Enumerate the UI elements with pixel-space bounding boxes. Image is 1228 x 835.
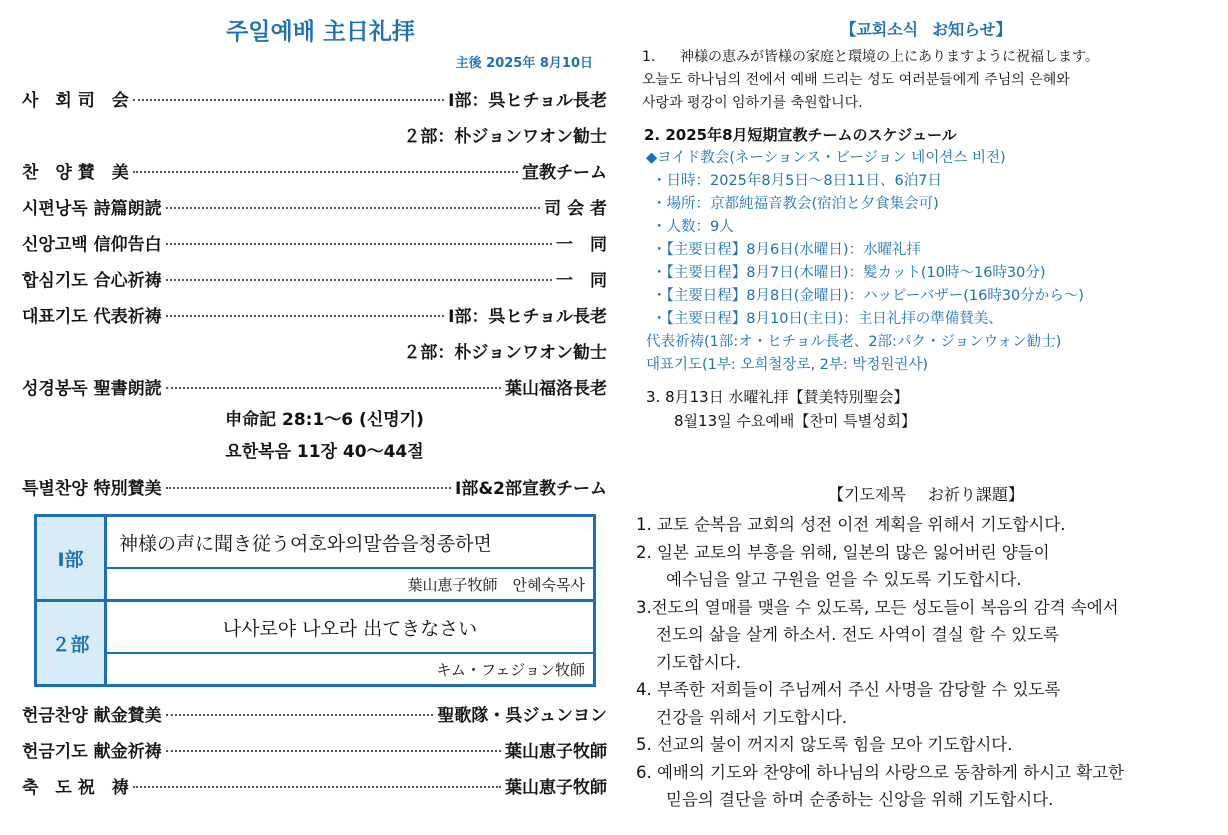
news-title-japanese: お知らせ】: [932, 20, 1012, 39]
worship-order-column: [22, 14, 607, 803]
order-row-offering-praise: [22, 695, 607, 731]
prayer-list: [636, 511, 1216, 814]
order-label: 사 회 司 会: [22, 90, 129, 111]
part2-details: [107, 599, 593, 684]
prayer-item-continued: 전도의 삶을 살게 하소서. 전도 사역이 결실 할 수 있도록: [656, 625, 1060, 644]
part2-label: ２部: [37, 599, 107, 684]
leader-dots: [133, 99, 444, 101]
news-section-title: [636, 14, 1216, 46]
order-row-representative-prayer-part2: [22, 332, 607, 368]
news-title-korean: 【교회소식: [840, 20, 919, 39]
order-row-moderator: [22, 80, 607, 116]
mission-schedule: [636, 147, 1216, 377]
prayer-item: 2. 일본 교토의 부흥을 위해, 일본의 많은 잃어버린 양들이: [636, 542, 1050, 562]
order-row-benediction: [22, 767, 607, 803]
order-label: 합심기도 合心祈祷: [22, 270, 162, 291]
part1-performer: 葉山恵子牧師 안혜숙목사: [407, 575, 585, 594]
order-value: 葉山福洛長老: [505, 378, 607, 399]
news-item-1: [636, 46, 1216, 115]
order-label: 찬 양 賛 美: [22, 162, 129, 183]
schedule-item: ・場所：京都純福音教会(宿泊と夕食集会可): [652, 196, 939, 212]
news-item-3: [636, 385, 1216, 433]
special-praise-table: [34, 514, 596, 687]
schedule-item: ・人数：9人: [652, 219, 734, 235]
order-label: 특별찬양 特別賛美: [22, 478, 162, 499]
part2-performer: キム・フェジョン牧師: [436, 660, 585, 679]
prayer-item: 5. 선교의 불이 꺼지지 않도록 힘을 모아 기도합시다.: [636, 735, 1013, 754]
order-value: 葉山恵子牧師: [505, 777, 607, 798]
schedule-item: ・【主要日程】8月6日(水曜日)：水曜礼拝: [652, 242, 922, 258]
order-row-scripture-reading: [22, 368, 607, 404]
prayer-title-korean: 【기도제목: [828, 485, 906, 504]
prayer-item-continued: 예수님을 알고 구원을 얻을 수 있도록 기도합시다.: [666, 570, 1022, 589]
news-text: 8월13일 수요예배【찬미 특별성회】: [674, 412, 917, 430]
news-text: 神様の恵みが皆様の家庭と環境の上にありますように祝福します。: [680, 49, 1099, 65]
leader-dots: [166, 243, 552, 245]
leader-dots: [166, 714, 434, 716]
leader-dots: [166, 207, 541, 209]
news-text: 오늘도 하나님의 전에서 예배 드리는 성도 여러분들에게 주님의 은혜와: [642, 72, 1070, 88]
prayer-item: 4. 부족한 저희들이 주님께서 주신 사명을 감당할 수 있도록: [636, 680, 1061, 699]
order-row-representative-prayer: [22, 296, 607, 332]
order-value: 葉山恵子牧師: [505, 741, 607, 762]
order-row-offering-prayer: [22, 731, 607, 767]
leader-dots: [166, 387, 501, 389]
service-date: 主後 2025年 8月10日: [455, 56, 593, 71]
leader-dots: [133, 786, 501, 788]
prayer-item: 3.전도의 열매를 맺을 수 있도록, 모든 성도들이 복음의 감격 속에서: [636, 597, 1119, 617]
order-value: 聖歌隊・呉ジュンヨン: [437, 705, 607, 726]
leader-dots: [166, 487, 451, 489]
order-row-special-praise: [22, 468, 607, 504]
order-label: 시편낭독 詩篇朗読: [22, 198, 162, 219]
schedule-item-continued: 代表祈祷(1部:オ・ヒチョル長老、2部:パク・ジョンウォン勧士): [646, 334, 1062, 350]
prayer-item-continued: 건강을 위해서 기도합시다.: [656, 707, 848, 727]
mission-team: ◆ヨイド教会(ネーションス・ビージョン 네이션스 비전): [646, 150, 1006, 166]
order-value: 一 同: [556, 270, 607, 291]
schedule-item-korean: 대표기도(1부: 오희철장로, 2부: 박정원권사): [646, 357, 929, 373]
announcements-column: [636, 14, 1216, 814]
schedule-item: ・【主要日程】8月7日(木曜日)：髪カット(10時～16時30分): [652, 265, 1046, 281]
order-value: 一 同: [556, 234, 607, 255]
part2-song-title: 나사로야 나오라 出てきなさい: [107, 602, 593, 654]
order-row-praise: [22, 152, 607, 188]
schedule-item: ・【主要日程】8月8日(金曜日)：ハッピーバザー(16時30分から～): [652, 288, 1084, 304]
prayer-item: 6. 예배의 기도와 찬양에 하나님의 사랑으로 동참하게 하시고 확고한: [636, 762, 1125, 782]
order-label: 신앙고백 信仰告白: [22, 234, 162, 255]
order-value: 宣教チーム: [522, 162, 607, 183]
news-text: 3. 8月13日 水曜礼拝【賛美特別聖会】: [646, 388, 909, 406]
prayer-item: 1. 교토 순복음 교회의 성전 이전 계획을 위해서 기도합시다.: [636, 515, 1066, 534]
leader-dots: [133, 171, 518, 173]
leader-dots: [166, 315, 445, 317]
order-value: ２部：朴ジョンワオン勧士: [403, 126, 607, 147]
prayer-title-japanese: お祈り課題】: [927, 485, 1024, 504]
prayer-section-title: [636, 479, 1216, 511]
order-row-moderator-part2: [22, 116, 607, 152]
news-item-2-heading: 2. 2025年8月短期宣教チームのスケジュール: [644, 126, 957, 144]
news-number: 1.: [642, 49, 656, 65]
order-value: 司 会 者: [544, 198, 607, 219]
order-label: 헌금찬양 献金賛美: [22, 705, 162, 726]
news-text: 사랑과 평강이 임하기를 축원합니다.: [642, 95, 863, 111]
order-row-psalm: [22, 188, 607, 224]
order-row-creed: [22, 224, 607, 260]
order-value: Ⅰ部&2部宣教チーム: [455, 478, 607, 499]
part1-song-title: 神様の声に聞き従う여호와의말씀을청종하면: [107, 517, 593, 569]
leader-dots: [166, 279, 552, 281]
leader-dots: [166, 750, 501, 752]
order-label: 성경봉독 聖書朗読: [22, 378, 162, 399]
order-value: Ⅰ部：呉ヒチョル長老: [448, 306, 607, 327]
schedule-item: ・日時：2025年8月5日～8日11日、6泊7日: [652, 173, 942, 189]
order-label: 헌금기도 献金祈祷: [22, 741, 162, 762]
part1-label: Ⅰ部: [37, 517, 107, 599]
page-title: 주일예배 主日礼拝: [226, 19, 415, 45]
schedule-item: ・【主要日程】8月10日(主日)：主日礼拝の準備賛美、: [652, 311, 1003, 327]
order-label: 축 도 祝 祷: [22, 777, 129, 798]
part1-details: [107, 517, 593, 599]
order-value: ２部：朴ジョンワオン勧士: [403, 342, 607, 363]
scripture-reference-2: 요한복음 11장 40～44절: [225, 442, 424, 462]
order-label: 대표기도 代表祈祷: [22, 306, 162, 327]
scripture-reference-1: 申命記 28:1～6 (신명기): [225, 410, 424, 430]
prayer-item-continued: 믿음의 결단을 하며 순종하는 신앙을 위해 기도합시다.: [666, 790, 1054, 809]
prayer-item-continued: 기도합시다.: [656, 652, 741, 672]
order-value: Ⅰ部：呉ヒチョル長老: [448, 90, 607, 111]
order-row-united-prayer: [22, 260, 607, 296]
